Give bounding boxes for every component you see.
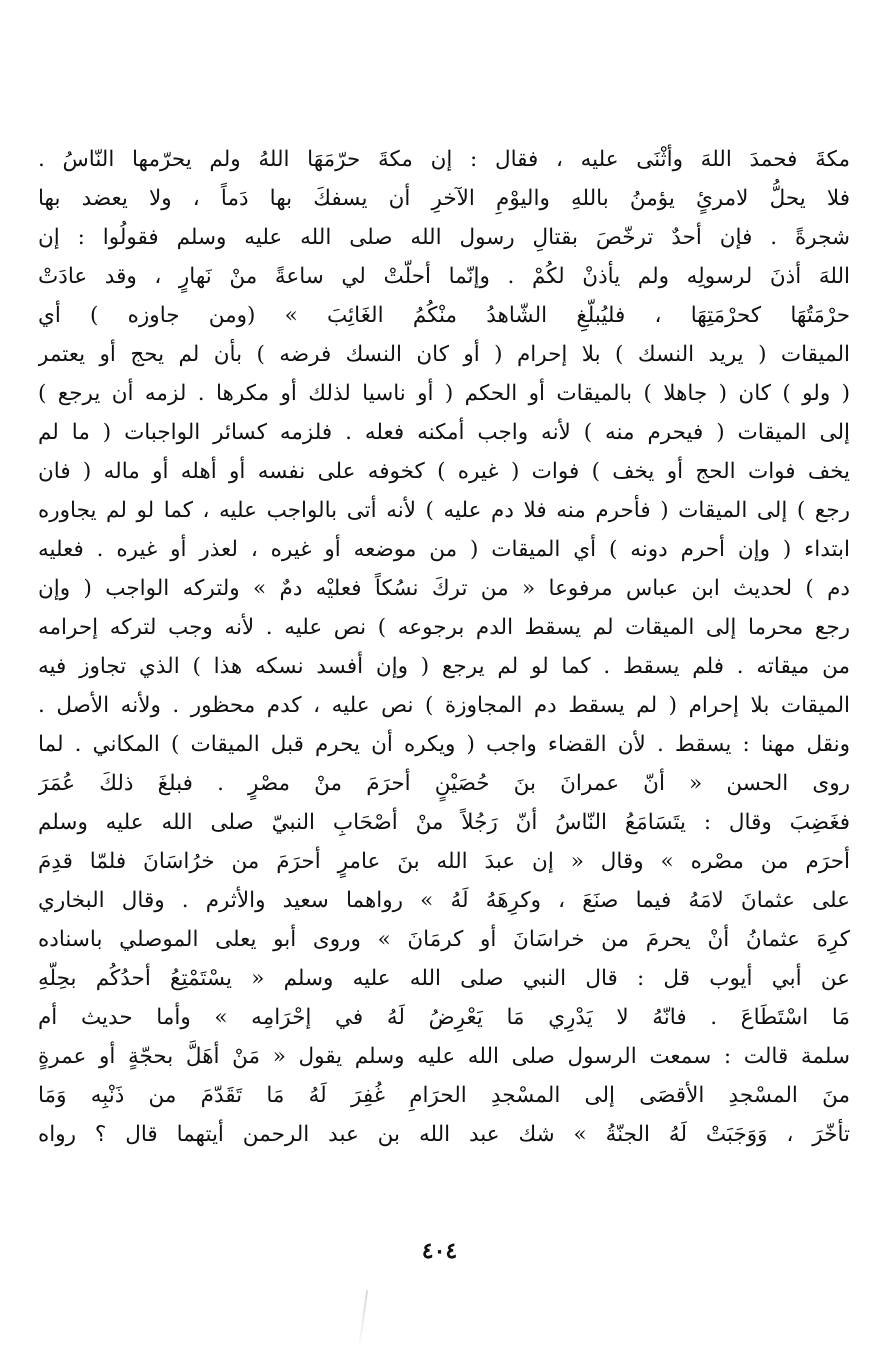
text-line: روى الحسن « أنّ عمرانَ بنَ حُصَيْنٍ أحرَمَ منْ مصْرٍ . فبلغَ ذلكَ عُمَرَ <box>38 771 850 796</box>
text-line: ونقل مهنا : يسقط . لأن القضاء واجب ( ويكره أن يحرم قبل الميقات ) المكاني . لما <box>38 732 850 757</box>
body-text <box>38 140 850 1154</box>
text-line: الميقات بلا إحرام ( لم يسقط دم المجاوزة ) نص عليه ، كدم محظور . ولأنه الأصل . <box>38 693 850 718</box>
text-line: حرْمَتُهَا كحرْمَتِهَا ، فليُبلّغِ الشّاهدُ منْكُمُ الغَائِبَ » (ومن جاوزه ) أي <box>38 303 850 328</box>
text-line: ابتداء ( وإن أحرم دونه ) أي الميقات ( من موضعه أو غيره ، لعذر أو غيره . فعليه <box>38 537 850 562</box>
text-line: من ميقاته . فلم يسقط . كما لو لم يرجع ( وإن أفسد نسكه هذا ) الذي تجاوز فيه <box>38 654 850 679</box>
text-line: أحرَم من مصْره » وقال « إن عبدَ الله بنَ عامرٍ أحرَمَ من خرُاسَانَ فلمّا قدِمَ <box>38 849 850 874</box>
text-line: شجرةً . فإن أحدٌ ترخّصَ بقتالِ رسول الله صلى الله عليه وسلم فقولُوا : إن <box>38 225 850 250</box>
text-line: دم ) لحديث ابن عباس مرفوعا « من تركَ نسُكاً فعليْه دمٌ » ولتركه الواجب ( وإن <box>38 576 850 601</box>
text-line: إلى الميقات ( فيحرم منه ) لأنه واجب أمكنه فعله . فلزمه كسائر الواجبات ( ما لم <box>38 420 850 445</box>
text-line: رجع محرما إلى الميقات لم يسقط الدم برجوعه ) نص عليه . لأنه وجب لتركه إحرامه <box>38 615 850 640</box>
text-line: مَا اسْتَطَاعَ . فانّهُ لا يَدْرِي مَا يَعْرِضُ لَهُ في إحْرَامِه » وأما حديث أم <box>38 1005 850 1030</box>
text-line: فلا يحلُّ لامرئٍ يؤمنُ باللهِ واليوْمِ الآخرِ أن يسفكَ بها دَماً ، ولا يعضد بها <box>38 186 850 211</box>
text-line: تأخّرَ ، وَوَجَبَتْ لَهُ الجنّةُ » شك عبد الله بن عبد الرحمن أيتهما قال ؟ رواه <box>38 1122 850 1147</box>
scan-artifact-line <box>358 1290 368 1350</box>
text-line: كرِهَ عثمانُ أنْ يحرمَ من خراسَانَ أو كرمَانَ » وروى أبو يعلى الموصلي باسناده <box>38 927 850 952</box>
text-line: فغَضِبَ وقال : يتَسَامَعُ النّاسُ أنّ رَجُلاً منْ أصْحَابِ النبيّ صلى الله عليه وسلم <box>38 810 850 835</box>
text-line: مكةَ فحمدَ اللهَ وأثْنَى عليه ، فقال : إن مكةَ حرّمَهَا اللهُ ولم يحرّمها النّاسُ . <box>38 147 850 172</box>
text-line: يخف فوات الحج أو يخف ) فوات ( غيره ) كخوفه على نفسه أو أهله أو ماله ( فان <box>38 459 850 484</box>
page-number: ٤٠٤ <box>421 1238 458 1264</box>
text-line: رجع ) إلى الميقات ( فأحرم منه فلا دم عليه ) لأنه أتى بالواجب عليه ، كما لو لم يجاوره <box>38 498 850 523</box>
text-line: منَ المسْجدِ الأقصَى إلى المسْجدِ الحرَامِ غُفِرَ لَهُ مَا تَقَدّمَ من ذَنْبِه وَمَا <box>38 1083 850 1108</box>
text-line: على عثمانَ لامَهُ فيما صنَعَ ، وكرِهَهُ لَهُ » رواهما سعيد والأثرم . وقال البخاري <box>38 888 850 913</box>
text-line: سلمة قالت : سمعت الرسول صلى الله عليه وسلم يقول « مَنْ أهَلَّ بحجّةٍ أو عمرةٍ <box>38 1044 850 1069</box>
text-line: الميقات ( يريد النسك ) بلا إحرام ( أو كان النسك فرضه ) بأن لم يحج أو يعتمر <box>38 342 850 367</box>
text-line: ( ولو ) كان ( جاهلا ) بالميقات أو الحكم ( أو ناسيا لذلك أو مكرها . لزمه أن يرجع ) <box>38 381 850 406</box>
text-line: اللهَ أذنَ لرسولِه ولم يأذنْ لكُمْ . وإنّما أحلّتْ لي ساعةً منْ نَهارٍ ، وقد عادَتْ <box>38 264 850 289</box>
text-line: عن أبي أيوب قل : قال النبي صلى الله عليه وسلم « يسْتَمْتِعُ أحدُكُم بحِلّهِ <box>38 966 850 991</box>
